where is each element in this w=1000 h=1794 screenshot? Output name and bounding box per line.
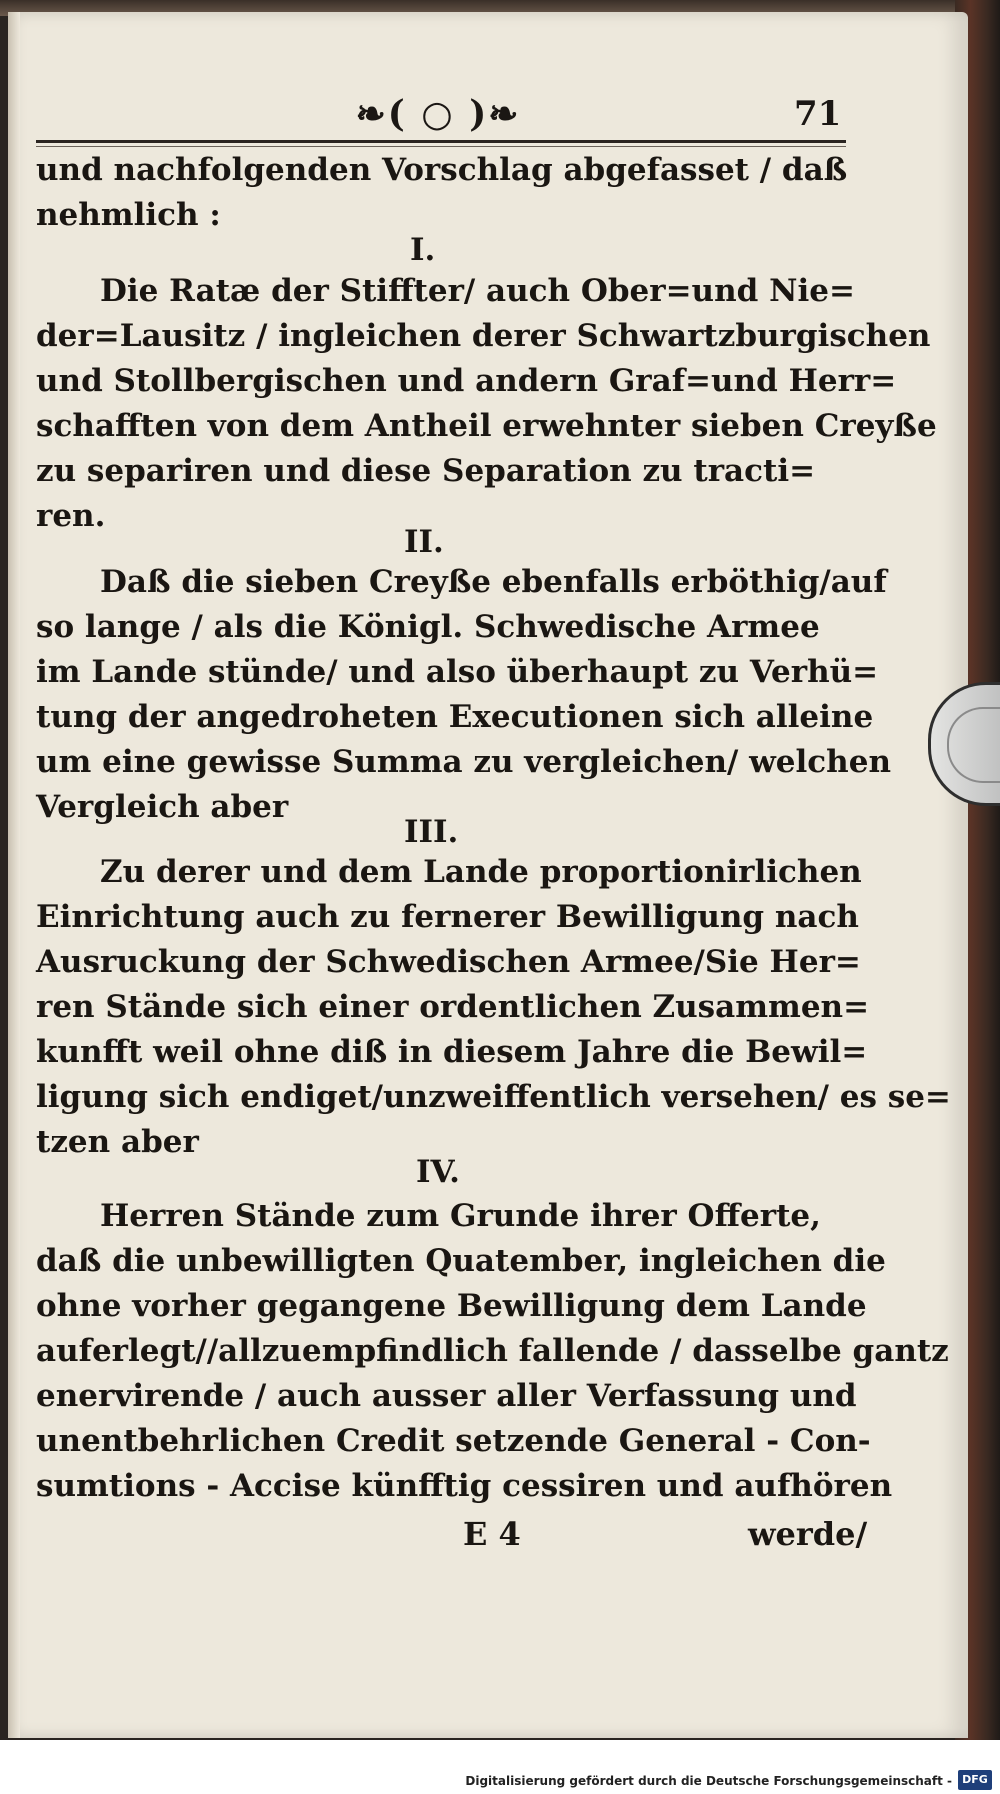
text-line: kunfft weil ohne diß in diesem Jahre die Bewil= (36, 1034, 868, 1070)
dfg-logo: DFG (958, 1770, 992, 1790)
text-line: auferlegt//allzuempfindlich fallende / dasselbe gantz (36, 1333, 949, 1369)
text-line: Ausruckung der Schwedischen Armee/Sie Her= (36, 944, 861, 980)
text-line: daß die unbewilligten Quatember, ingleichen die (36, 1243, 886, 1279)
text-line: Herren Stände zum Grunde ihrer Offerte, (100, 1198, 821, 1234)
text-line: enervirende / auch ausser aller Verfassung und (36, 1378, 857, 1414)
text-line: der=Lausitz / ingleichen derer Schwartzburgischen (36, 318, 931, 354)
text-line: und Stollbergischen und andern Graf=und Herr= (36, 363, 897, 399)
text-line: unentbehrlichen Credit setzende General - Con- (36, 1423, 871, 1459)
text-line: sumtions - Accise künfftig cessiren und aufhören (36, 1468, 893, 1504)
text-line: zu separiren und diese Separation zu tracti= (36, 453, 816, 489)
text-line: ohne vorher gegangene Bewilligung dem Lande (36, 1288, 867, 1324)
signature-mark: E 4 (463, 1515, 521, 1553)
text-line: und nachfolgenden Vorschlag abgefasset / daß (36, 152, 848, 188)
catchword: werde/ (748, 1515, 868, 1553)
text-line: Vergleich aber (36, 789, 289, 825)
page-header (36, 90, 846, 144)
page-gutter (8, 12, 20, 1738)
header-rule (36, 140, 846, 143)
text-line: tzen aber (36, 1124, 199, 1160)
clip-ring (947, 707, 1000, 783)
text-line: Zu derer und dem Lande proportionirlichen (100, 854, 862, 890)
digitization-credit: Digitalisierung gefördert durch die Deutsche Forschungsgemeinschaft - (465, 1774, 952, 1788)
text-line: tung der angedroheten Executionen sich alleine (36, 699, 874, 735)
text-line: im Lande stünde/ und also überhaupt zu Verhü= (36, 654, 879, 690)
header-rule-thin (36, 146, 846, 147)
section-numeral: I. (410, 232, 436, 268)
section-numeral: III. (404, 814, 459, 850)
section-numeral: II. (404, 524, 444, 560)
text-line: Die Ratæ der Stiffter/ auch Ober=und Nie= (100, 273, 855, 309)
text-line: um eine gewisse Summa zu vergleichen/ welchen (36, 744, 891, 780)
page-number: 71 (794, 94, 842, 134)
text-line: ren. (36, 498, 106, 534)
text-line: ren Stände sich einer ordentlichen Zusammen= (36, 989, 870, 1025)
text-line: so lange / als die Königl. Schwedische Armee (36, 609, 820, 645)
text-line: Einrichtung auch zu fernerer Bewilligung nach (36, 899, 859, 935)
text-line: schafften von dem Antheil erwehnter sieben Creyße (36, 408, 937, 444)
section-numeral: IV. (416, 1154, 460, 1190)
footer-bar (0, 1740, 1000, 1794)
text-line: ligung sich endiget/unzweiffentlich versehen/ es se= (36, 1079, 951, 1115)
book-page (8, 12, 968, 1738)
text-line: Daß die sieben Creyße ebenfalls erböthig/auf (100, 564, 887, 600)
header-ornament: ❧( ○ )❧ (355, 93, 521, 135)
text-line: nehmlich : (36, 197, 221, 233)
